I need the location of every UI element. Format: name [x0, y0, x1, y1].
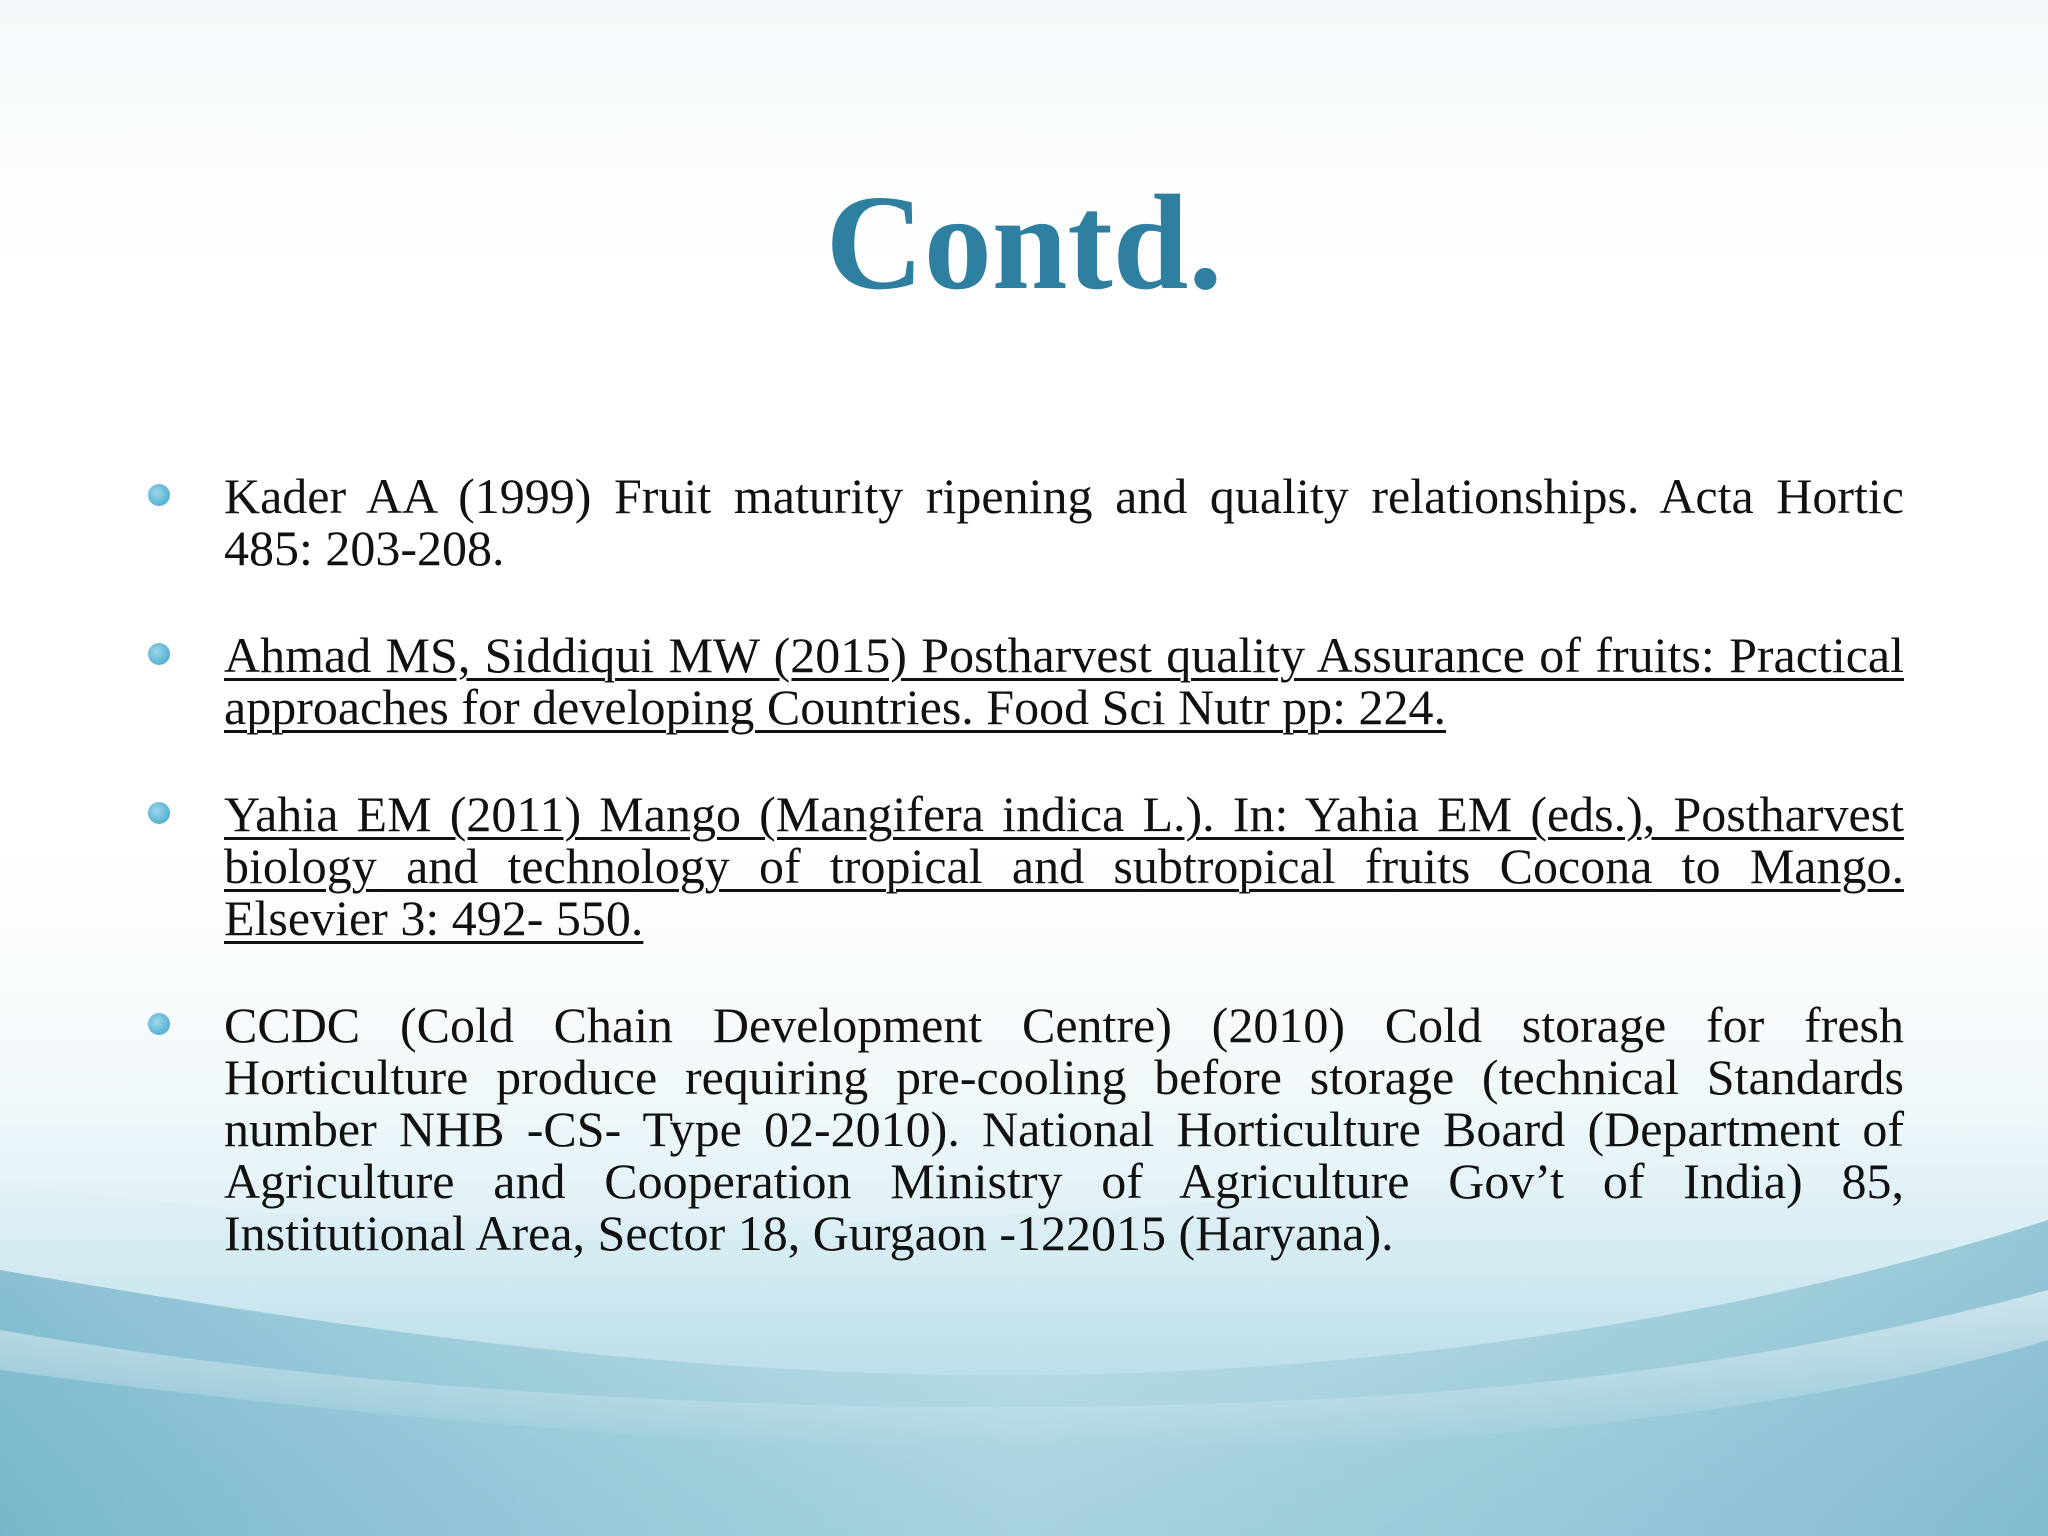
- reference-link[interactable]: Ahmad MS, Siddiqui MW (2015) Postharvest quality Assurance of fruits: Practical approaches for developing Countries. Food Sci Nutr pp: 224.: [224, 627, 1904, 735]
- bullet-icon: [148, 643, 170, 665]
- reference-text: Kader AA (1999) Fruit maturity ripening and quality relationships. Acta Hortic 485: 203-208.: [224, 468, 1904, 576]
- bullet-icon: [148, 484, 170, 506]
- reference-link[interactable]: Yahia EM (2011) Mango (Mangifera indica L.). In: Yahia EM (eds.), Postharvest biology and technology of tropical and subtropical fruits Cocona to Mango. Elsevier 3: 492- 550.: [224, 786, 1904, 946]
- reference-item-yahia[interactable]: [140, 788, 1904, 944]
- bullet-icon: [148, 802, 170, 824]
- reference-item-ccdc: [140, 999, 1904, 1259]
- reference-item-ahmad[interactable]: [140, 629, 1904, 733]
- reference-list: [140, 470, 1904, 1314]
- reference-text: CCDC (Cold Chain Development Centre) (2010) Cold storage for fresh Horticulture produce requiring pre-cooling before storage (technical Standards number NHB -CS- Type 02-2010). National Horticulture Board (Department of Agriculture and Cooperation Ministry of Agriculture Gov’t of India) 85, Institutional Area, Sector 18, Gurgaon -122015 (Haryana).: [224, 997, 1904, 1261]
- slide-title: Contd.: [825, 168, 1223, 318]
- reference-item-kader: [140, 470, 1904, 574]
- bullet-icon: [148, 1013, 170, 1035]
